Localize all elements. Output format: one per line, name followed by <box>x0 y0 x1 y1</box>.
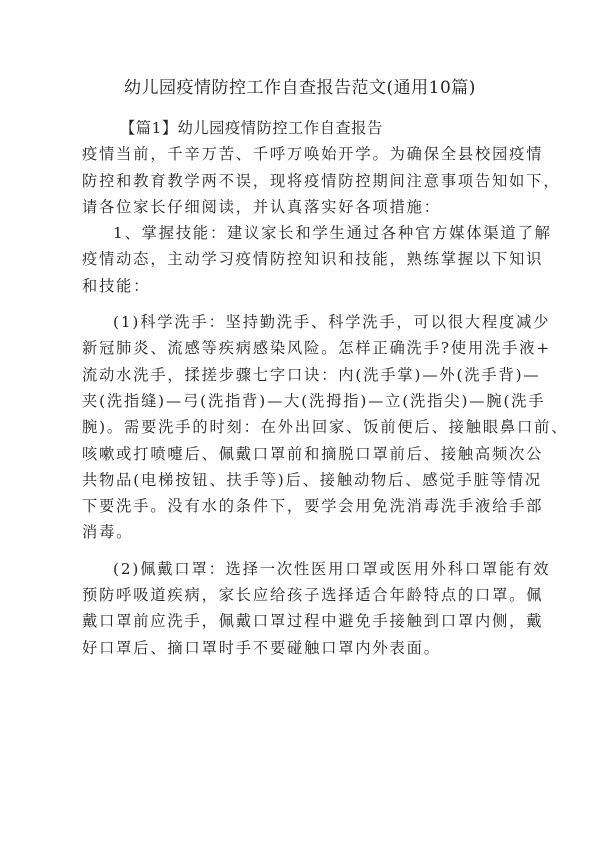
text-line: 1、掌握技能：建议家长和学生通过各种官方媒体渠道了解 <box>113 224 552 243</box>
text-line: 疫情当前，千辛万苦、千呼万唤始开学。为确保全县校园疫情 <box>82 145 544 164</box>
paragraph-mask <box>82 556 551 661</box>
text-line: 夹(洗指缝)—弓(洗指背)—大(洗拇指)—立(洗指尖)—腕(洗手 <box>82 391 546 410</box>
document-title: 幼儿园疫情防控工作自查报告范文(通用10篇) <box>124 78 476 98</box>
text-line: 戴口罩前应洗手，佩戴口罩过程中避免手接触到口罩内侧，戴 <box>82 612 544 631</box>
text-line: 好口罩后、摘口罩时手不要碰触口罩内外表面。 <box>82 638 441 657</box>
text-line: 咳嗽或打喷嚏后、佩戴口罩前和摘脱口罩前后、接触高频次公 <box>82 444 544 463</box>
paragraph-skills <box>82 220 552 299</box>
text-line: 防控和教育教学两不误，现将疫情防控期间注意事项告知如下， <box>82 171 561 190</box>
text-line: 腕)。需要洗手的时刻：在外出回家、饭前便后、接触眼鼻口前、 <box>82 418 569 437</box>
text-line: 请各位家长仔细阅读，并认真落实好各项措施： <box>82 197 441 216</box>
text-line: 疫情动态，主动学习疫情防控知识和技能，熟练掌握以下知识 <box>82 250 544 269</box>
text-line: 预防呼吸道疾病，家长应给孩子选择适合年龄特点的口罩。佩 <box>82 586 544 605</box>
text-line: 流动水洗手，揉搓步骤七字口诀：内(洗手掌)—外(洗手背)— <box>82 365 541 384</box>
text-line: 消毒。 <box>82 523 134 542</box>
text-line: 和技能： <box>82 276 151 295</box>
section-heading: 【篇1】幼儿园疫情防控工作自查报告 <box>120 119 383 137</box>
paragraph-gap <box>82 546 524 556</box>
paragraph-handwashing <box>82 309 569 546</box>
paragraph-intro <box>82 141 561 220</box>
text-line: 共物品(电梯按钮、扶手等)后、接触动物后、感觉手脏等情况 <box>82 470 542 489</box>
text-line: (1)科学洗手：坚持勤洗手、科学洗手，可以很大程度减少 <box>113 313 551 332</box>
text-line: (2)佩戴口罩：选择一次性医用口罩或医用外科口罩能有效 <box>113 559 551 578</box>
text-line: 下要洗手。没有水的条件下，要学会用免洗消毒洗手液给手部 <box>82 497 544 516</box>
text-line: 新冠肺炎、流感等疾病感染风险。怎样正确洗手?使用洗手液+ <box>82 339 551 358</box>
paragraph-gap <box>82 299 524 309</box>
document-body <box>82 115 569 661</box>
